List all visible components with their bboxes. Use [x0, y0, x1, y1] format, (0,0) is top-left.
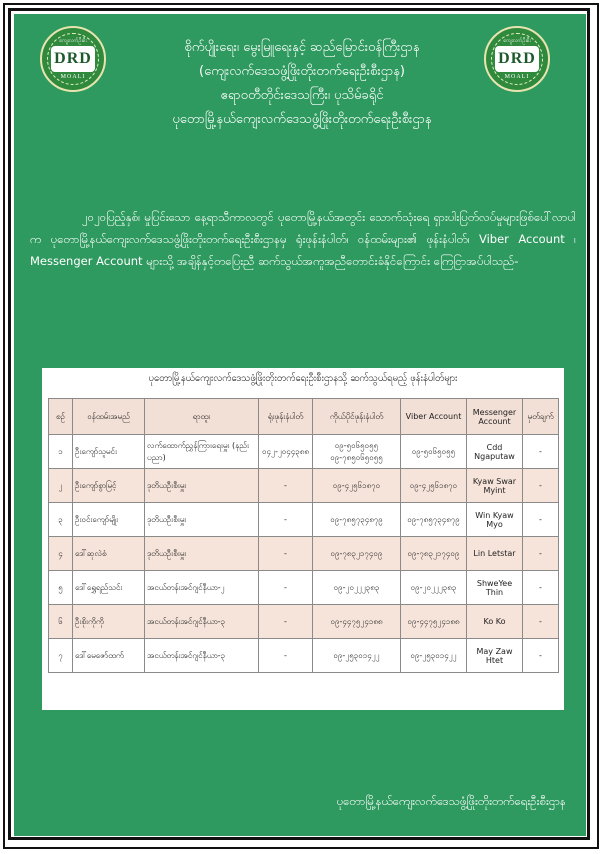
cell-no: ၂ — [49, 469, 73, 503]
cell-messenger: ShweYee Thin — [467, 571, 523, 605]
table-row — [49, 469, 559, 503]
cell-office-phone: - — [259, 639, 313, 673]
cell-remark: - — [523, 435, 559, 469]
cell-name: ဒေါ်ရွှေရည်သင်း — [73, 571, 145, 605]
header-ministry: စိုက်ပျိုးရေး၊ မွေးမြူရေးနှင့် ဆည်မြောင်းဝန်ကြီးဌာန — [184, 40, 420, 55]
announcement-text — [30, 206, 576, 272]
cell-no: ၇ — [49, 639, 73, 673]
cell-viber: ၀၉-၄၂၅၆၁၈၇၀ — [401, 469, 467, 503]
cell-viber: ၀၉-၇၈၃၂၁၇၄၀၉ — [401, 537, 467, 571]
cell-messenger: May Zaw Htet — [467, 639, 523, 673]
cell-remark: - — [523, 639, 559, 673]
cell-remark: - — [523, 503, 559, 537]
header-department: (ကျေးလက်ဒေသဖွံ့ဖြိုးတိုးတက်ရေးဦးစီးဌာန) — [199, 64, 405, 79]
cell-position: ဒုတိယဦးစီးမှူး — [145, 537, 259, 571]
table-row — [49, 435, 559, 469]
col-header-position: ရာထူး — [145, 399, 259, 435]
cell-mobile: ၀၉-၅၀၆၅၀၅၅ ၀၉-၇၈၅၀၆၅၀၅၅ — [313, 435, 401, 469]
cell-office-phone: - — [259, 571, 313, 605]
cell-no: ၁ — [49, 435, 73, 469]
contact-table-card — [42, 368, 564, 710]
cell-mobile: ၀၉-၄၄၇၅၂၄၁၈၈ — [313, 605, 401, 639]
cell-office-phone: - — [259, 605, 313, 639]
table-row — [49, 605, 559, 639]
cell-viber: ၀၉-၂၅၃၀၁၄၂၂ — [401, 639, 467, 673]
header-region: ဧရာဝတီတိုင်းဒေသကြီး၊ ပုသိမ်ခရိုင် — [220, 88, 384, 103]
cell-name: ဦးဝင်းကျော်မျိုး — [73, 503, 145, 537]
cell-mobile: ၀၉-၇၈၃၂၁၇၄၀၉ — [313, 537, 401, 571]
cell-mobile: ၀၉-၇၈၅၇၃၄၈၇၉ — [313, 503, 401, 537]
cell-messenger: Kyaw Swar Myint — [467, 469, 523, 503]
cell-remark: - — [523, 571, 559, 605]
header-office: ပုတောမြို့နယ်ကျေးလက်ဒေသဖွံ့ဖြိုးတိုးတက်ရေးဦးစီးဌာန — [172, 112, 432, 127]
cell-name: ဒေါ်မေဇော်ထက် — [73, 639, 145, 673]
cell-remark: - — [523, 537, 559, 571]
cell-messenger: Ko Ko — [467, 605, 523, 639]
table-header-row — [49, 399, 559, 435]
cell-name: ဦးစိုးကိုကို — [73, 605, 145, 639]
cell-no: ၆ — [49, 605, 73, 639]
cell-position: လက်ထောက်ညွှန်ကြားရေးမှူး (နည်းပညာ) — [145, 435, 259, 469]
logo-center — [495, 46, 539, 72]
cell-position: အငယ်တန်းအင်ဂျင်နီယာ-၂ — [145, 571, 259, 605]
logo-bottom-text: MOALI — [60, 74, 86, 80]
cell-position: အငယ်တန်းအင်ဂျင်နီယာ-၃ — [145, 605, 259, 639]
cell-messenger: Cdd Ngaputaw — [467, 435, 523, 469]
cell-office-phone: ၀၄၂-၂၀၄၄၃၈၈ — [259, 435, 313, 469]
cell-mobile: ၀၉-၂၀၂၂၂၃၈၃ — [313, 571, 401, 605]
col-header-viber: Viber Account — [401, 399, 467, 435]
cell-position: ဒုတိယဦးစီးမှူး — [145, 469, 259, 503]
table-title: ပုတောမြို့နယ်ကျေးလက်ဒေသဖွံ့ဖြိုးတိုးတက်ရေးဦးစီးဌာနသို့ ဆက်သွယ်ရမည့် ဖုန်းနံပါတ်များ — [148, 373, 458, 384]
cell-no: ၃ — [49, 503, 73, 537]
cell-messenger: Win Kyaw Myo — [467, 503, 523, 537]
col-header-name: ဝန်ထမ်းအမည် — [73, 399, 145, 435]
contact-table — [48, 398, 559, 673]
cell-viber: ၀၉-၅၀၆၅၀၅၅ — [401, 435, 467, 469]
cell-no: ၅ — [49, 571, 73, 605]
cell-office-phone: - — [259, 537, 313, 571]
logo-center — [51, 46, 95, 72]
cell-messenger: Lin Letstar — [467, 537, 523, 571]
table-row — [49, 503, 559, 537]
cell-name: ဦးကျော်သူမင်း — [73, 435, 145, 469]
cell-remark: - — [523, 469, 559, 503]
cell-remark: - — [523, 605, 559, 639]
drd-logo-left — [40, 26, 106, 92]
logo-top-text: ကျေးလက်ဦးစီး — [59, 38, 87, 44]
cell-name: ဦးကျော်စွာမြင့် — [73, 469, 145, 503]
cell-office-phone: - — [259, 503, 313, 537]
table-row — [49, 639, 559, 673]
cell-name: ဒေါ်ဆုလဲစံ — [73, 537, 145, 571]
cell-position: အငယ်တန်းအင်ဂျင်နီယာ-၃ — [145, 639, 259, 673]
drd-logo-right — [484, 26, 550, 92]
cell-viber: ၀၉-၇၈၅၇၃၄၈၇၉ — [401, 503, 467, 537]
footer-signature: ပုတောမြို့နယ်ကျေးလက်ဒေသဖွံ့ဖြိုးတိုးတက်ရေးဦးစီးဌာန — [336, 794, 566, 808]
logo-bottom-text: MOALI — [504, 74, 530, 80]
cell-mobile: ၀၉-၄၂၅၆၁၈၇၀ — [313, 469, 401, 503]
cell-position: ဒုတိယဦးစီးမှူး — [145, 503, 259, 537]
cell-no: ၄ — [49, 537, 73, 571]
logo-center-text: DRD — [54, 50, 92, 67]
col-header-no: စဉ် — [49, 399, 73, 435]
cell-office-phone: - — [259, 469, 313, 503]
logo-center-text: DRD — [498, 50, 536, 67]
cell-viber: ၀၉-၄၄၇၅၂၄၁၈၈ — [401, 605, 467, 639]
table-row — [49, 571, 559, 605]
table-row — [49, 537, 559, 571]
col-header-remark: မှတ်ချက် — [523, 399, 559, 435]
col-header-office-phone: ရုံးဖုန်းနံပါတ် — [259, 399, 313, 435]
col-header-mobile: ကိုယ်ပိုင်ဖုန်းနံပါတ် — [313, 399, 401, 435]
announcement-body: ၂၀၂၀ပြည့်နှစ်၊ မှုပြင်းသော နေ့ရာသီကာလတွင် ပုတောမြို့နယ်အတွင်း သောက်သုံးရေ ရှားပါးပြတ်လပ်မှုများဖြစ်ပေါ်လာပါက ပုတောမြို့နယ်ကျေးလက်ဒေသဖွံ့ဖြိုးတိုးတက်ရေးဦးစီးဌာနမှ ရုံးဖုန်းနံပါတ်၊ ဝန်ထမ်းများ၏ ဖုန်းနံပါတ်၊ Viber Account ၊ Messenger Account များသို့ အချိန်နှင့်တပြေးညီ ဆက်သွယ်အကူအညီတောင်းခံနိုင်ကြောင်း ကြေငြာအပ်ပါသည်- — [30, 210, 576, 268]
cell-viber: ၀၉-၂၀၂၂၂၃၈၃ — [401, 571, 467, 605]
logo-top-text: ကျေးလက်ဦးစီး — [503, 38, 531, 44]
col-header-messenger: Messenger Account — [467, 399, 523, 435]
cell-mobile: ၀၉-၂၅၃၀၁၄၂၂ — [313, 639, 401, 673]
